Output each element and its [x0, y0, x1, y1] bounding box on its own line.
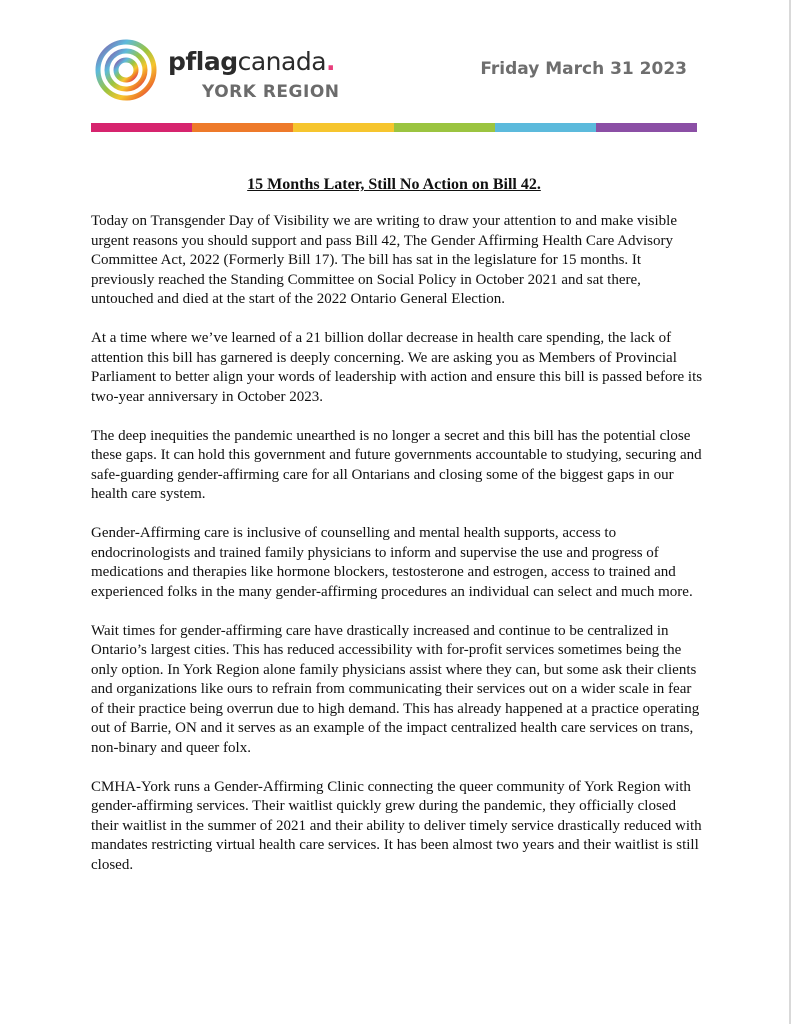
- rainbow-segment: [293, 123, 394, 132]
- body-paragraph: Today on Transgender Day of Visibility we are writing to draw your attention to and make visible urgent reasons you should support and pass Bill 42, The Gender Affirming Health Care Advisory Committee Act, 2022 (Formerly Bill 17). The bill has sat in the legislature for 15 months. It previously reached the Standing Committee on Social Policy in October 2021 and sat there, untouched and died at the start of the 2022 Ontario General Election.: [91, 213, 677, 307]
- brand-secondary: canada: [237, 47, 327, 76]
- rainbow-segment: [394, 123, 495, 132]
- brand-dot: .: [326, 47, 336, 76]
- brand-name: [168, 47, 335, 77]
- document-body: [91, 212, 703, 895]
- body-paragraph: Wait times for gender-affirming care have drastically increased and continue to be centralized in Ontario’s largest cities. This has reduced accessibility with for-profit services sometimes being the only option. In York Region alone family physicians assist where they can, but some ask their clients and organizations like ours to refrain from communicating their services out on a wider scale in fear of their practice being overrun due to high demand. This has already happened at a practice operating out of Barrie, ON and it serves as an example of the impact centralized health care services on trans, non-binary and queer folx.: [91, 622, 700, 756]
- brand-primary: pflag: [168, 47, 238, 76]
- rainbow-segment: [192, 123, 293, 132]
- body-paragraph: At a time where we’ve learned of a 21 billion dollar decrease in health care spending, the lack of attention this bill has garnered is deeply concerning. We are asking you as Members of Provincial Parliament to better align your words of leadership with action and ensure this bill is passed before its two-year anniversary in October 2023.: [91, 330, 703, 405]
- body-paragraph: CMHA-York runs a Gender-Affirming Clinic connecting the queer community of York Region with gender-affirming services. Their waitlist quickly grew during the pandemic, they officially closed their waitlist in the summer of 2021 and their ability to deliver timely service drastically reduced with mandates restricting virtual health care services. It has been almost two years and their waitlist is still closed.: [91, 778, 702, 873]
- brand-subtitle: YORK REGION: [202, 82, 340, 102]
- rainbow-segment: [596, 123, 697, 132]
- rainbow-segment: [495, 123, 596, 132]
- rainbow-segment: [91, 123, 192, 132]
- document-title: 15 Months Later, Still No Action on Bill 42.: [247, 176, 541, 193]
- pflag-rainbow-rings-logo-icon: [94, 38, 158, 102]
- body-paragraph: Gender-Affirming care is inclusive of counselling and mental health supports, access to endocrinologists and trained family physicians to inform and supervise the use and progress of medications and therapies like hormone blockers, testosterone and estrogen, access to trained and experienced folks in the many gender-affirming procedures an individual can select and much more.: [91, 525, 693, 600]
- document-date: Friday March 31 2023: [480, 59, 687, 79]
- rainbow-divider: [91, 123, 697, 132]
- body-paragraph: The deep inequities the pandemic unearthed is no longer a secret and this bill has the potential close these gaps. It can hold this government and future governments accountable to studying, securing and safe-guarding gender-affirming care for all Ontarians and closing some of the biggest gaps in our health care system.: [91, 427, 702, 502]
